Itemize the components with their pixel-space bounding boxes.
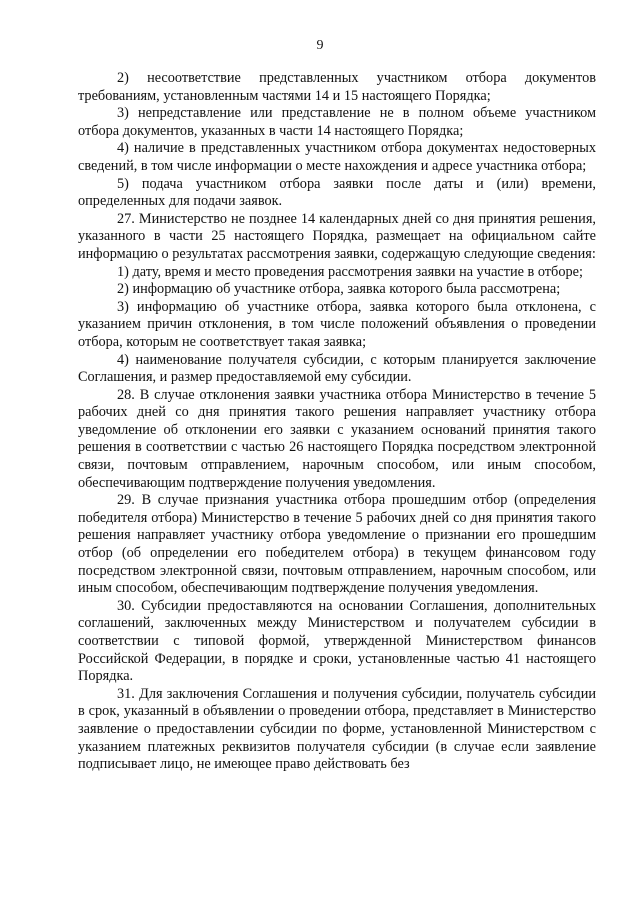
- document-body: [78, 70, 596, 774]
- paragraph-item-27-3: 3) информацию об участнике отбора, заявка которого была отклонена, с указанием причин отклонения, в том числе положений объявления о проведении отбора, которым не соответствует такая заявка;: [78, 298, 596, 350]
- paragraph-section-31: 31. Для заключения Соглашения и получения субсидии, получатель субсидии в срок, указанный в объявлении о проведении отбора, представляет в Министерство заявление о предоставлении субсидии по форме, установленной Министерством с указанием платежных реквизитов получателя субсидии (в случае если заявление подписывает лицо, не имеющее право действовать без: [78, 685, 596, 773]
- paragraph-section-28: 28. В случае отклонения заявки участника отбора Министерство в течение 5 рабочих дней со дня принятия такого решения направляет участнику отбора уведомление об отклонении его заявки с указанием оснований принятия такого решения в соответствии с частью 26 настоящего Порядка посредством электронной связи, почтовым отправлением, нарочным способом, или иным способом, обеспечивающим подтверждение получения уведомления.: [78, 386, 596, 491]
- page-number: 9: [316, 38, 324, 53]
- paragraph-item-27-4: 4) наименование получателя субсидии, с которым планируется заключение Соглашения, и размер предоставляемой ему субсидии.: [78, 351, 596, 386]
- paragraph-clause-5: 5) подача участником отбора заявки после даты и (или) времени, определенных для подачи заявок.: [78, 175, 596, 210]
- paragraph-item-27-2: 2) информацию об участнике отбора, заявка которого была рассмотрена;: [117, 281, 561, 298]
- paragraph-clause-3: 3) непредставление или представление не в полном объеме участником отбора документов, указанных в части 14 настоящего Порядка;: [78, 105, 596, 139]
- paragraph-section-30: 30. Субсидии предоставляются на основании Соглашения, дополнительных соглашений, заключенных между Министерством и получателем субсидии в соответствии с типовой формой, утвержденной Министерством финансов Российской Федерации, в порядке и сроки, установленные частью 41 настоящего Порядка.: [78, 597, 596, 685]
- paragraph-section-27: 27. Министерство не позднее 14 календарных дней со дня принятия решения, указанного в части 25 настоящего Порядка, размещает на официальном сайте информацию о результатах рассмотрения заявки, содержащую следующие сведения:: [78, 210, 596, 262]
- paragraph-clause-2: 2) несоответствие представленных участником отбора документов требованиям, установленным частями 14 и 15 настоящего Порядка;: [78, 70, 596, 104]
- paragraph-item-27-1: 1) дату, время и место проведения рассмотрения заявки на участие в отборе;: [117, 263, 583, 280]
- paragraph-clause-4: 4) наличие в представленных участником отбора документах недостоверных сведений, в том числе информации о месте нахождения и адресе участника отбора;: [78, 140, 596, 174]
- paragraph-section-29: 29. В случае признания участника отбора прошедшим отбор (определения победителя отбора) Министерство в течение 5 рабочих дней со дня принятия такого решения направляет участнику отбора уведомление о признании его прошедшим отбор (об определении его победителем отбора) в текущем финансовом году посредством электронной связи, почтовым отправлением, нарочным способом, или иным способом, обеспечивающим подтверждение получения уведомления.: [78, 492, 596, 597]
